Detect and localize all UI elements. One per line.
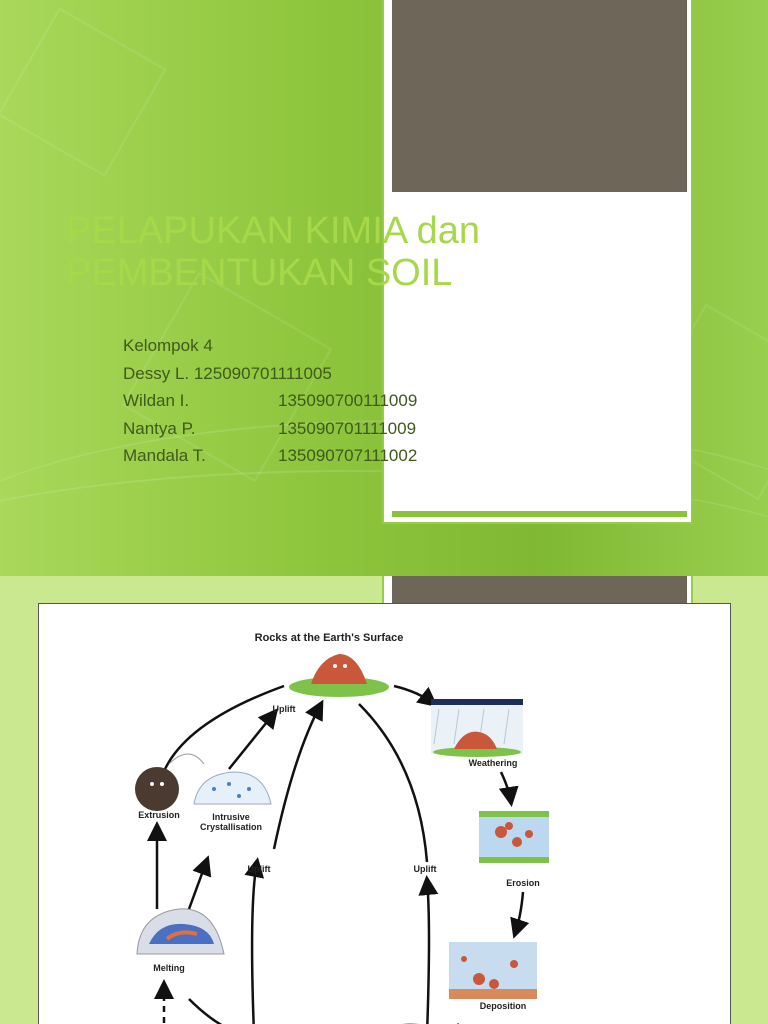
label-melting: Melting xyxy=(153,963,185,973)
label-intrusive: Intrusive xyxy=(212,812,250,822)
intrusive-illustration xyxy=(194,772,271,804)
rock-cycle-diagram xyxy=(38,603,731,1024)
arrow-curve-right xyxy=(359,704,427,862)
member-list xyxy=(123,332,417,470)
melting-illustration xyxy=(137,909,224,954)
label-weathering: Weathering xyxy=(468,758,518,768)
member-name: Nantya P. xyxy=(123,418,196,438)
label-deposition: Deposition xyxy=(479,1001,527,1011)
member-id: 135090707111002 xyxy=(278,446,418,465)
label-uplift-3: Uplift xyxy=(413,864,437,874)
diagram-slide xyxy=(0,576,768,1024)
member-id: 135090700111009 xyxy=(278,391,418,410)
arrow-to-weathering xyxy=(394,686,434,704)
member-name: Dessy L. 125090701111005 xyxy=(123,363,332,383)
arrow-uplift-left-top xyxy=(229,712,275,769)
panel-dark-block xyxy=(392,0,687,192)
arrow-melting-to-intrusive xyxy=(189,860,207,909)
title-line-2: PEMBENTUKAN SOIL xyxy=(66,252,453,294)
arrow-bottom-left xyxy=(189,999,244,1024)
label-extrusion: Extrusion xyxy=(138,810,180,820)
label-crystallisation: Crystallisation xyxy=(199,822,263,832)
slide-title xyxy=(66,210,480,294)
erosion-illustration xyxy=(479,811,549,863)
bg-hexagon xyxy=(0,7,167,176)
panel-accent-bar xyxy=(392,511,687,517)
member-row xyxy=(123,387,417,415)
label-uplift-2: Uplift xyxy=(247,864,271,874)
rock-cycle-svg xyxy=(39,604,731,1024)
label-erosion: Erosion xyxy=(506,878,540,888)
label-rocks-surface: Rocks at the Earth's Surface xyxy=(254,632,404,644)
member-name: Kelompok 4 xyxy=(123,336,213,355)
arrow-uplift-right-center xyxy=(427,880,429,1024)
deposition-illustration xyxy=(449,942,537,999)
member-id: 135090701111009 xyxy=(278,418,417,438)
arrow-to-erosion xyxy=(501,772,511,802)
member-name: Mandala T. xyxy=(123,446,206,465)
title-line-1: PELAPUKAN KIMIA dan xyxy=(66,210,480,252)
surface-rock-illustration xyxy=(289,654,389,697)
arrow-to-deposition xyxy=(515,892,523,934)
member-name: Wildan I. xyxy=(123,391,190,410)
member-row xyxy=(123,415,417,443)
arrow-uplift-left-center xyxy=(252,862,257,1024)
weathering-illustration xyxy=(431,699,523,757)
member-row xyxy=(123,332,417,360)
arrow-to-extrusion xyxy=(161,686,284,779)
member-row xyxy=(123,360,417,388)
member-row xyxy=(123,442,417,470)
arrow-uplift-center-left xyxy=(274,704,321,849)
label-uplift-1: Uplift xyxy=(272,704,296,714)
